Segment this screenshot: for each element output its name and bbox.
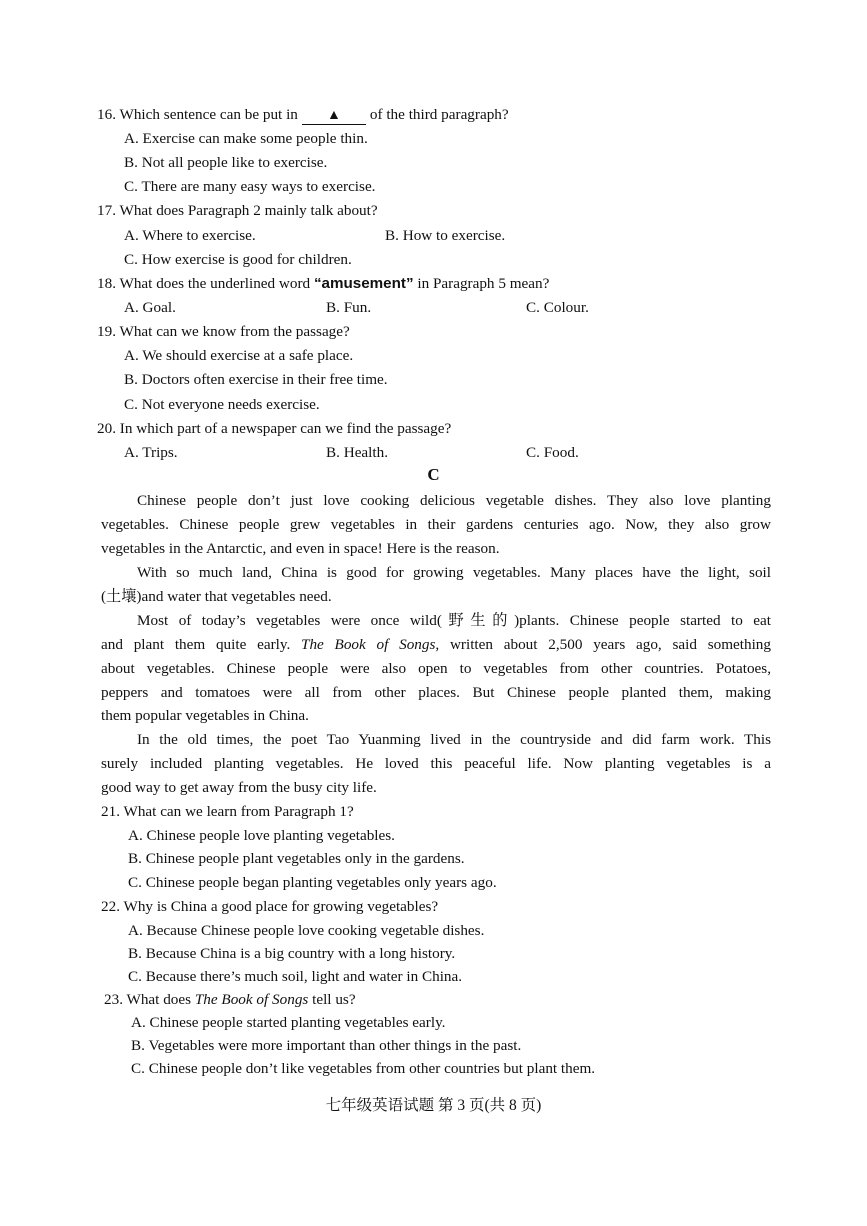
question-18-word: “amusement” xyxy=(313,275,414,292)
question-19-option-b: B. Doctors often exercise in their free time. xyxy=(124,371,388,388)
question-16-stem-end: of the third paragraph? xyxy=(369,106,509,123)
question-21-option-c: C. Chinese people began planting vegetables only years ago. xyxy=(128,874,497,891)
passage-p1-line-2: vegetables. Chinese people grew vegetables in their gardens centuries ago. Now, they also grow xyxy=(101,516,771,533)
question-21-option-a: A. Chinese people love planting vegetables. xyxy=(128,827,395,844)
question-17-option-a: A. Where to exercise. xyxy=(124,227,256,244)
passage-p4-line-3: good way to get away from the busy city life. xyxy=(101,779,377,796)
page-footer: 七年级英语试题 第 3 页(共 8 页) xyxy=(325,1097,542,1114)
question-23-option-b: B. Vegetables were more important than other things in the past. xyxy=(131,1037,522,1054)
passage-p3-line-3: about vegetables. Chinese people were also open to vegetables from other countries. Potatoes, xyxy=(101,660,771,677)
question-16-option-c: C. There are many easy ways to exercise. xyxy=(124,178,376,195)
question-23-option-c: C. Chinese people don’t like vegetables from other countries but plant them. xyxy=(131,1060,596,1077)
section-heading: C xyxy=(427,465,440,484)
question-22-option-c: C. Because there’s much soil, light and water in China. xyxy=(128,968,463,985)
question-22-option-a: A. Because Chinese people love cooking vegetable dishes. xyxy=(128,922,485,939)
question-16 xyxy=(0,104,867,126)
book-title: The Book of Songs xyxy=(301,636,436,653)
passage-p1-line-1: Chinese people don’t just love cooking delicious vegetable dishes. They also love planting xyxy=(137,492,771,509)
question-18-stem-end: in Paragraph 5 mean? xyxy=(417,275,550,292)
question-21-stem: 21. What can we learn from Paragraph 1? xyxy=(101,803,354,820)
passage-p3-line-5: them popular vegetables in China. xyxy=(101,707,309,724)
question-23-stem-start: 23. What does xyxy=(104,991,192,1008)
question-23-book-title: The Book of Songs xyxy=(194,991,309,1008)
passage-p2-line-2: (土壤)and water that vegetables need. xyxy=(101,588,332,605)
question-19-option-a: A. We should exercise at a safe place. xyxy=(124,347,354,364)
question-20-option-a: A. Trips. xyxy=(124,444,178,461)
passage-p3-line-4: peppers and tomatoes were all from other places. But Chinese people planted them, making xyxy=(101,684,771,701)
question-17-option-b: B. How to exercise. xyxy=(385,227,506,244)
question-17-option-c: C. How exercise is good for children. xyxy=(124,251,352,268)
answer-blank xyxy=(302,107,366,125)
question-18-option-a: A. Goal. xyxy=(124,299,176,316)
question-22-stem: 22. Why is China a good place for growing vegetables? xyxy=(101,898,439,915)
passage-p1-line-3: vegetables in the Antarctic, and even in space! Here is the reason. xyxy=(101,540,500,557)
question-23-option-a: A. Chinese people started planting vegetables early. xyxy=(131,1014,446,1031)
question-17-stem: 17. What does Paragraph 2 mainly talk about? xyxy=(97,202,378,219)
question-20-option-c: C. Food. xyxy=(526,444,579,461)
question-16-stem-start: 16. Which sentence can be put in xyxy=(97,106,298,123)
question-16-option-b: B. Not all people like to exercise. xyxy=(124,154,328,171)
passage-p3-line-1: Most of today’s vegetables were once wild(野生的)plants. Chinese people started to eat xyxy=(137,612,771,629)
passage-p3-line-2-start: and plant them quite early. xyxy=(101,636,291,653)
triangle-marker-icon: ▲ xyxy=(326,108,341,123)
question-18-option-c: C. Colour. xyxy=(526,299,589,316)
question-18 xyxy=(0,273,867,295)
question-18-stem-start: 18. What does the underlined word xyxy=(97,275,311,292)
question-18-option-b: B. Fun. xyxy=(326,299,372,316)
passage-p4-line-2: surely included planting vegetables. He loved this peaceful life. Now planting vegetables is a xyxy=(101,755,771,772)
passage-p3-line-2 xyxy=(0,634,771,656)
question-19-option-c: C. Not everyone needs exercise. xyxy=(124,396,320,413)
question-23 xyxy=(0,989,867,1011)
question-20-option-b: B. Health. xyxy=(326,444,389,461)
passage-p3-line-2-end: , written about 2,500 years ago, said something xyxy=(435,636,771,653)
passage-p2-line-1: With so much land, China is good for growing vegetables. Many places have the light, soil xyxy=(137,564,771,581)
question-19-stem: 19. What can we know from the passage? xyxy=(97,323,350,340)
question-21-option-b: B. Chinese people plant vegetables only in the gardens. xyxy=(128,850,465,867)
question-20-stem: 20. In which part of a newspaper can we find the passage? xyxy=(97,420,452,437)
question-16-option-a: A. Exercise can make some people thin. xyxy=(124,130,368,147)
question-22-option-b: B. Because China is a big country with a long history. xyxy=(128,945,456,962)
question-23-stem-end: tell us? xyxy=(312,991,356,1008)
passage-p4-line-1: In the old times, the poet Tao Yuanming lived in the countryside and did farm work. This xyxy=(137,731,771,748)
